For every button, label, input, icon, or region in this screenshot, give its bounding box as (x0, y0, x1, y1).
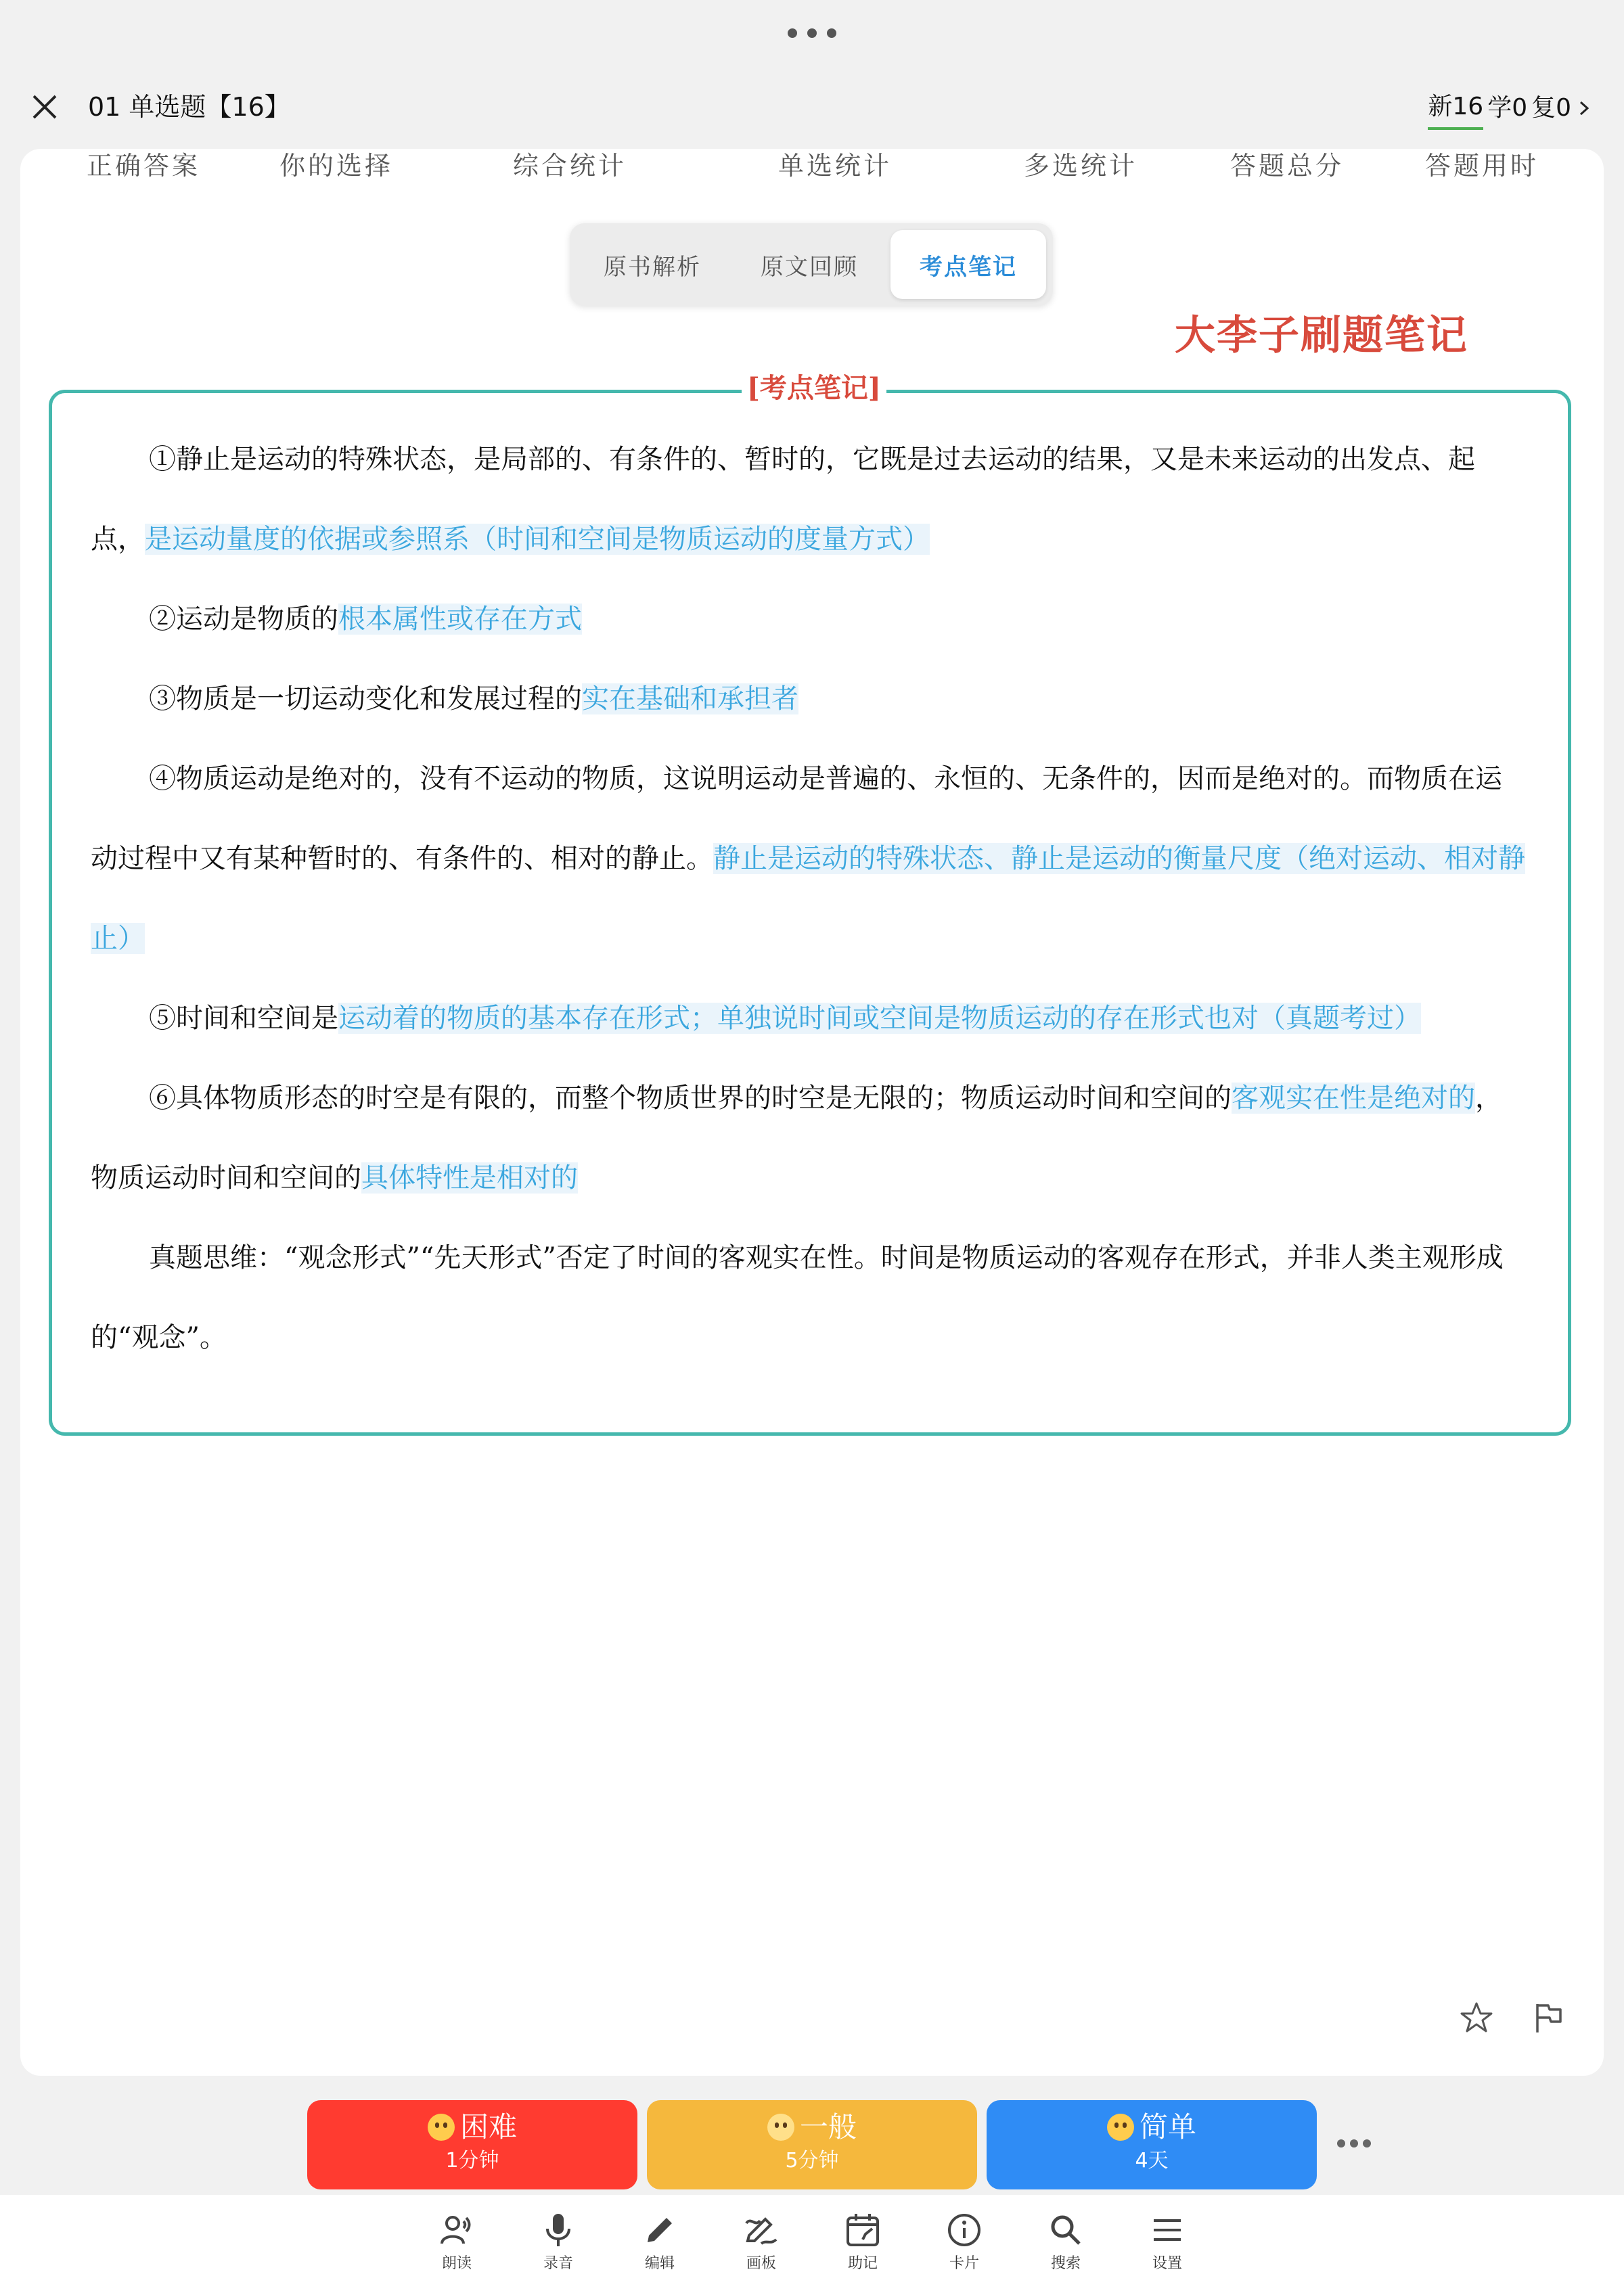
laughing-face-icon (1107, 2114, 1134, 2141)
rating-interval: 1分钟 (445, 2149, 499, 2173)
note-paragraph (91, 978, 1525, 1058)
column-header: 答题用时 (1425, 151, 1539, 181)
column-header: 正确答案 (87, 151, 201, 181)
star-icon (1459, 2000, 1494, 2035)
sad-face-icon (428, 2114, 455, 2141)
note-highlight: 客观实在性是绝对的 (1232, 1083, 1475, 1114)
toolbar-settings[interactable] (1127, 2210, 1208, 2273)
note-text: ③物质是一切运动变化和发展过程的 (149, 683, 582, 714)
note-text: ⑤时间和空间是 (149, 1003, 338, 1034)
note-highlight: 具体特性是相对的 (361, 1162, 578, 1194)
info-icon (944, 2210, 985, 2250)
toolbar-label: 画板 (746, 2255, 776, 2272)
note-title: [考点笔记] (742, 369, 886, 407)
search-icon (1045, 2210, 1086, 2250)
new-count: 新16 (1428, 87, 1483, 130)
learn-count: 学0 (1487, 94, 1528, 122)
toolbar-label: 录音 (543, 2255, 573, 2272)
note-highlight: 实在基础和承担者 (582, 683, 798, 714)
note-text: ①静止是运动的特殊状态，是局部的、有条件的、暂时的，它既是过去运动的结果，又是未来运动的出发点、起点， (91, 444, 1475, 555)
review-count: 复0 (1531, 94, 1571, 122)
note-text: ，物质运动时间和空间的 (91, 1083, 1502, 1194)
toolbar-record[interactable] (518, 2210, 599, 2273)
microphone-icon (538, 2210, 579, 2250)
toolbar-label: 搜索 (1050, 2255, 1081, 2272)
note-text: ②运动是物质的 (149, 604, 338, 635)
rating-label: 困难 (459, 2110, 517, 2143)
note-highlight: 运动着的物质的基本存在形式；单独说时间或空间是物质运动的存在形式也对（真题考过） (338, 1003, 1421, 1034)
toolbar-label: 助记 (847, 2255, 878, 2272)
column-header: 单选统计 (778, 151, 893, 181)
tab-original-review[interactable]: 原文回顾 (761, 253, 858, 281)
bottom-toolbar (0, 2195, 1624, 2295)
note-content (91, 419, 1525, 1378)
rating-hard-button[interactable] (307, 2100, 637, 2189)
note-paragraph (91, 579, 1525, 659)
toolbar-drawing-board[interactable] (721, 2210, 802, 2273)
tab-exam-notes[interactable]: 考点笔记 (890, 230, 1046, 299)
column-header: 多选统计 (1024, 151, 1138, 181)
rating-easy-button[interactable] (987, 2100, 1317, 2189)
tab-book-analysis[interactable]: 原书解析 (604, 253, 701, 281)
toolbar-label: 编辑 (644, 2255, 675, 2272)
toolbar-mnemonic[interactable] (822, 2210, 903, 2273)
toolbar-label: 卡片 (949, 2255, 979, 2272)
column-header: 答题总分 (1230, 151, 1345, 181)
calendar-icon (842, 2210, 883, 2250)
more-options-button[interactable] (1337, 2139, 1371, 2149)
toolbar-label: 朗读 (441, 2255, 472, 2272)
note-highlight: 静止是运动的特殊状态、静止是运动的衡量尺度（绝对运动、相对静止） (91, 843, 1525, 954)
rating-interval: 5分钟 (785, 2149, 839, 2173)
menu-icon (1147, 2210, 1188, 2250)
drawing-board-icon (741, 2210, 782, 2250)
note-paragraph (91, 419, 1525, 579)
toolbar-edit[interactable] (619, 2210, 700, 2273)
note-paragraph (91, 1058, 1525, 1218)
toolbar-label: 设置 (1152, 2255, 1182, 2272)
note-text: 真题思维：“观念形式”“先天形式”否定了时间的客观实在性。时间是物质运动的客观存在形式，并非人类主观形成的“观念”。 (91, 1242, 1504, 1353)
pencil-icon (639, 2210, 680, 2250)
toolbar-card[interactable] (924, 2210, 1005, 2273)
note-watermark: 大李子刷题笔记 (1175, 312, 1468, 359)
chevron-right-icon (1575, 98, 1593, 118)
deck-title: 01 单选题【16】 (88, 92, 290, 122)
note-highlight: 根本属性或存在方式 (338, 604, 582, 635)
close-icon (27, 89, 62, 124)
rating-label: 简单 (1139, 2110, 1196, 2143)
study-counts[interactable] (1428, 87, 1593, 130)
window-options-handle[interactable] (788, 28, 836, 39)
note-highlight: 是运动量度的依据或参照系（时间和空间是物质运动的度量方式） (145, 524, 930, 555)
rating-interval: 4天 (1135, 2149, 1169, 2173)
column-header: 你的选择 (279, 151, 394, 181)
rating-medium-button[interactable] (647, 2100, 977, 2189)
note-paragraph (91, 1218, 1525, 1378)
toolbar-search[interactable] (1025, 2210, 1106, 2273)
column-header: 综合统计 (513, 151, 627, 181)
read-aloud-icon (436, 2210, 477, 2250)
analysis-tabs (570, 223, 1053, 306)
toolbar-read-aloud[interactable] (416, 2210, 497, 2273)
close-button[interactable] (27, 89, 62, 124)
note-paragraph (91, 659, 1525, 739)
flag-button[interactable] (1531, 2000, 1566, 2035)
rating-label: 一般 (799, 2110, 857, 2143)
flag-icon (1531, 2000, 1566, 2035)
note-text: ⑥具体物质形态的时空是有限的，而整个物质世界的时空是无限的；物质运动时间和空间的 (149, 1083, 1232, 1114)
favorite-button[interactable] (1459, 2000, 1494, 2035)
neutral-face-icon (767, 2114, 794, 2141)
note-text: ④物质运动是绝对的，没有不运动的物质，这说明运动是普遍的、永恒的、无条件的，因而是绝对的。而物质在运动过程中又有某种暂时的、有条件的、相对的静止。 (91, 763, 1502, 874)
note-paragraph (91, 739, 1525, 978)
